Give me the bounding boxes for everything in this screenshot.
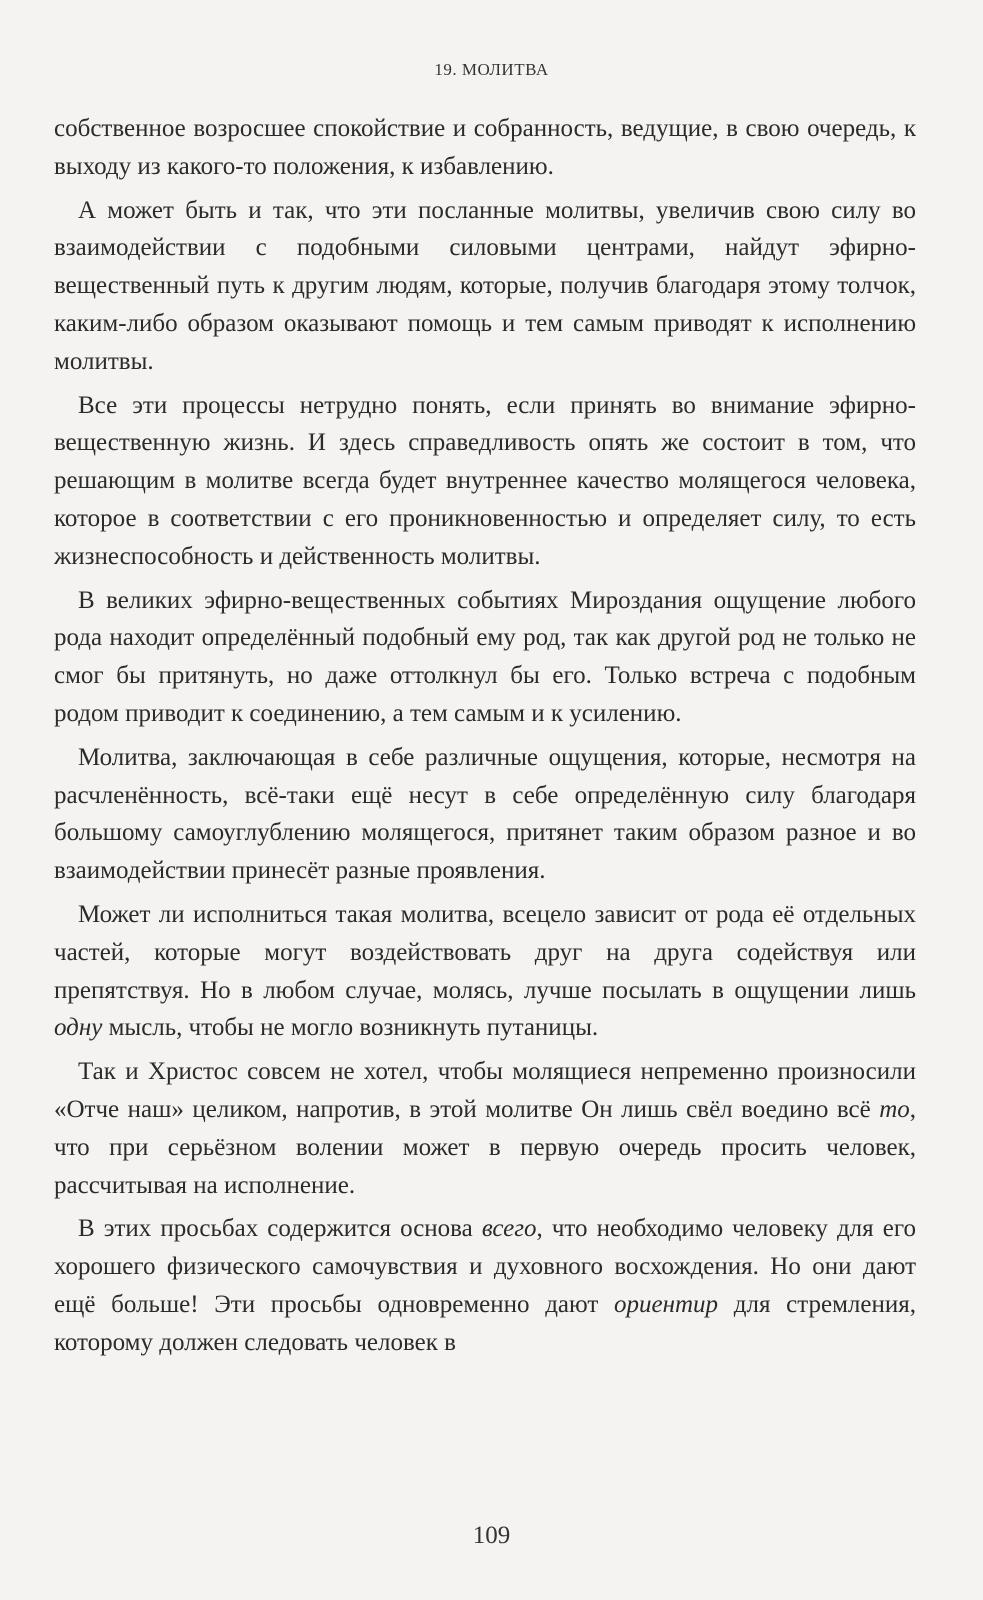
italic-emphasis: то: [879, 1095, 910, 1123]
italic-emphasis: ориентир: [614, 1290, 719, 1318]
text-run: для стремления, которому должен следовать человек в: [54, 1290, 916, 1356]
text-run: В этих просьбах содержится основа: [78, 1215, 482, 1243]
text-run: Молитва, заключающая в себе различные ощущения, которые, несмотря на расчленённость, всё-таки ещё несут в себе определённую силу благодаря большому самоуглублению молящегося, притянет таким образом разное и во взаимодействии принесёт разные проявления.: [54, 743, 916, 885]
paragraph-3: [54, 387, 916, 576]
text-run: мысль, чтобы не могло возникнуть путаницы.: [102, 1014, 599, 1042]
italic-emphasis: всего: [481, 1215, 537, 1243]
paragraph-5: [54, 739, 916, 890]
text-run: Так и Христос совсем не хотел, чтобы молящиеся непременно произносили «Отче наш» целиком, напротив, в этой молитве Он лишь свёл воедино всё: [54, 1058, 916, 1123]
text-run: А может быть и так, что эти посланные молитвы, увеличив свою силу во взаимодействии с подобными силовыми центрами, найдут эфирно-вещественный путь к другим людям, которые, получив благодаря этому толчок, каким-либо образом оказывают помощь и тем самым приводят к исполнению молитвы.: [54, 196, 916, 375]
paragraph-1: [54, 110, 916, 186]
page-number: 109: [472, 1522, 511, 1549]
text-run: собственное возросшее спокойствие и собранность, ведущие, в свою очередь, к выходу из какого-то положения, к избавлению.: [54, 115, 916, 180]
paragraph-2: [54, 192, 916, 381]
paragraph-4: [54, 582, 916, 733]
text-run: Может ли исполниться такая молитва, всецело зависит от рода её отдельных частей, которые могут воздействовать друг на друга содействуя или препятствуя. Но в любом случае, молясь, лучше посылать в ощущении лишь: [54, 900, 916, 1004]
running-head: 19. МОЛИТВА: [434, 60, 549, 79]
paragraph-8: [54, 1210, 916, 1361]
italic-emphasis: одну: [54, 1014, 103, 1042]
text-run: Все эти процессы нетрудно понять, если принять во внимание эфирно-вещественную жизнь. И здесь справедливость опять же состоит в том, что решающим в молитве всегда будет внутреннее качество молящегося человека, которое в соответствии с его проникновенностью и определяет силу, то есть жизнеспособность и действенность молитвы.: [54, 391, 916, 570]
paragraph-7: [54, 1053, 916, 1204]
paragraph-6: [54, 896, 916, 1047]
text-run: , что необходимо человеку для его хорошего физического самочувствия и духовного восхождения. Но они дают ещё больше! Эти просьбы одновременно дают: [54, 1215, 916, 1318]
body-text: [54, 110, 916, 1368]
text-run: , что при серьёзном волении может в первую очередь просить человек, рассчитывая на исполнение.: [54, 1095, 916, 1199]
text-run: В великих эфирно-вещественных событиях Мироздания ощущение любого рода находит определённый подобный ему род, так как другой род не только не смог бы притянуть, но даже оттолкнул бы его. Только встреча с подобным родом приводит к соединению, а тем самым и к усилению.: [54, 586, 916, 727]
